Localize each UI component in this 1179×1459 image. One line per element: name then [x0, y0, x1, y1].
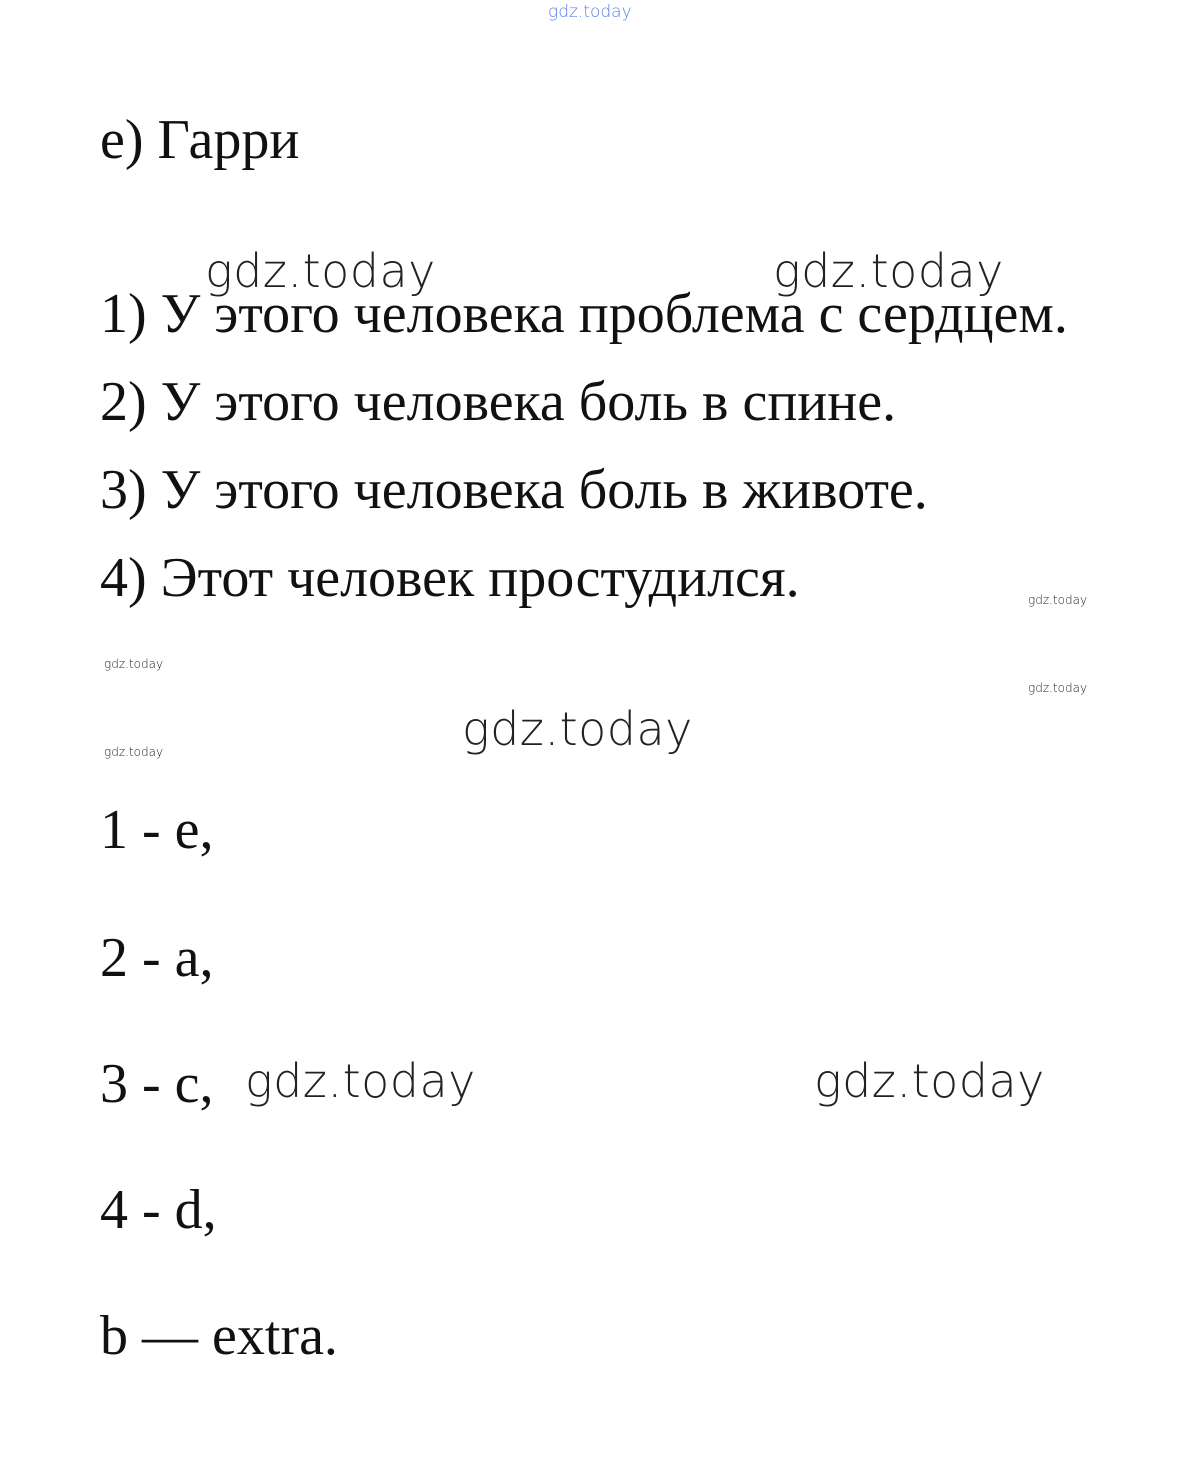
watermark-small: gdz.today	[104, 657, 164, 671]
answer-3: 3 - c,	[100, 1053, 214, 1115]
answer-4: 4 - d,	[100, 1179, 217, 1241]
watermark-small: gdz.today	[1028, 593, 1088, 607]
answer-extra: b — extra.	[100, 1305, 338, 1367]
sentence-1: 1) У этого человека проблема с сердцем.	[100, 283, 1068, 345]
sentence-4: 4) Этот человек простудился.	[100, 547, 800, 609]
watermark-small: gdz.today	[1028, 681, 1088, 695]
watermark-top: gdz.today	[548, 2, 632, 22]
watermark-small: gdz.today	[104, 745, 164, 759]
sentence-3: 3) У этого человека боль в животе.	[100, 459, 928, 521]
section-heading: e) Гарри	[100, 109, 300, 171]
watermark-large: gdz.today	[245, 1054, 476, 1108]
watermark-large: gdz.today	[462, 702, 693, 756]
watermark-large: gdz.today	[205, 244, 436, 298]
answer-1: 1 - e,	[100, 799, 214, 861]
watermark-large: gdz.today	[814, 1054, 1045, 1108]
sentence-2: 2) У этого человека боль в спине.	[100, 371, 897, 433]
answer-2: 2 - a,	[100, 927, 214, 989]
watermark-large: gdz.today	[773, 244, 1004, 298]
